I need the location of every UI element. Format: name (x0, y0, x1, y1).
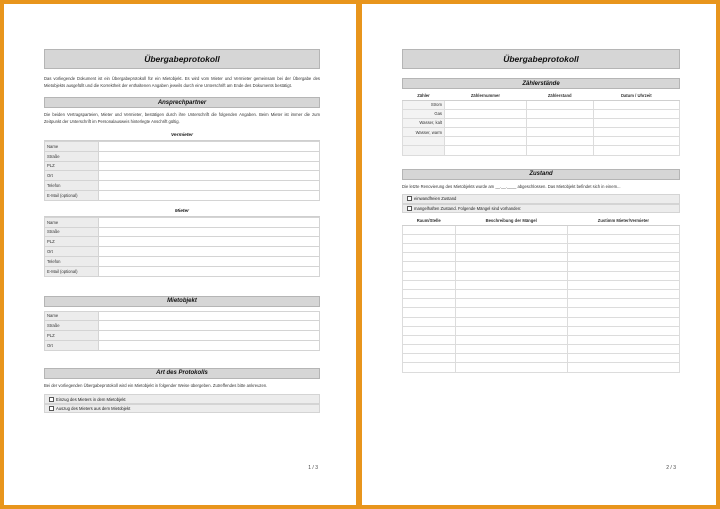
table-cell[interactable] (567, 308, 679, 317)
form-row (45, 171, 320, 181)
table-cell[interactable] (593, 137, 679, 146)
table-cell[interactable] (455, 308, 567, 317)
table-cell[interactable] (567, 244, 679, 253)
form-input-field[interactable] (99, 237, 320, 247)
table-row (403, 100, 680, 109)
table-cell[interactable] (455, 345, 567, 354)
form-label: Telefon (45, 256, 99, 266)
column-header: Zählerstand (526, 92, 593, 100)
table-row (403, 262, 680, 271)
table-cell[interactable] (445, 146, 527, 155)
table-cell[interactable] (445, 109, 527, 118)
table-row (403, 289, 680, 298)
property-form (44, 311, 320, 351)
table-cell[interactable] (455, 299, 567, 308)
form-input-field[interactable] (99, 266, 320, 276)
condition-options (402, 194, 680, 213)
table-cell[interactable] (526, 109, 593, 118)
table-cell[interactable] (403, 354, 456, 363)
table-cell[interactable] (445, 118, 527, 127)
watermark (24, 486, 25, 491)
form-input-field[interactable] (99, 340, 320, 350)
form-label: Ort (45, 247, 99, 257)
form-input-field[interactable] (99, 142, 320, 152)
checkbox-option[interactable] (402, 194, 680, 204)
table-cell[interactable] (567, 262, 679, 271)
meters-heading: Zählerstände (402, 78, 680, 89)
form-label: PLZ (45, 237, 99, 247)
page-number: 2 / 3 (666, 465, 676, 471)
table-cell[interactable] (445, 128, 527, 137)
table-row (403, 345, 680, 354)
form-input-field[interactable] (99, 227, 320, 237)
table-cell[interactable] (526, 146, 593, 155)
property-heading: Mietobjekt (44, 296, 320, 307)
form-label: Name (45, 217, 99, 227)
table-cell[interactable] (455, 234, 567, 243)
meter-label: Gas (403, 109, 445, 118)
form-label: Straße (45, 227, 99, 237)
table-row (403, 280, 680, 289)
landlord-heading: Vermieter (44, 131, 320, 141)
tenant-heading: Mieter (44, 207, 320, 217)
table-cell[interactable] (567, 354, 679, 363)
table-cell[interactable] (403, 262, 456, 271)
meter-label: Wasser, warm (403, 128, 445, 137)
table-cell[interactable] (403, 280, 456, 289)
form-label: PLZ (45, 331, 99, 341)
table-cell[interactable] (455, 280, 567, 289)
checkbox[interactable] (407, 196, 412, 201)
table-row (403, 118, 680, 127)
table-cell[interactable] (455, 289, 567, 298)
table-cell[interactable] (593, 146, 679, 155)
table-cell[interactable] (403, 363, 456, 372)
table-cell[interactable] (403, 335, 456, 344)
form-row (45, 266, 320, 276)
table-cell[interactable] (403, 308, 456, 317)
column-header: Zustimm Mieter/Vermieter (567, 217, 679, 225)
form-label: Ort (45, 171, 99, 181)
table-cell[interactable] (403, 299, 456, 308)
form-input-field[interactable] (99, 190, 320, 200)
table-cell[interactable] (455, 225, 567, 234)
checkbox-label: mangelhaften Zustand. Folgende Mängel sind vorhanden: (414, 205, 522, 211)
table-row (403, 317, 680, 326)
defects-table (402, 217, 680, 373)
table-cell[interactable] (455, 262, 567, 271)
table-cell[interactable] (403, 225, 456, 234)
table-row (403, 234, 680, 243)
table-cell[interactable] (567, 271, 679, 280)
condition-heading: Zustand (402, 169, 680, 180)
table-cell[interactable] (567, 363, 679, 372)
table-cell[interactable] (455, 244, 567, 253)
table-cell[interactable] (526, 137, 593, 146)
table-cell[interactable] (567, 317, 679, 326)
table-cell[interactable] (455, 317, 567, 326)
form-input-field[interactable] (99, 321, 320, 331)
table-row (403, 225, 680, 234)
table-cell[interactable] (403, 345, 456, 354)
form-row (45, 190, 320, 200)
form-row (45, 340, 320, 350)
form-label: Telefon (45, 181, 99, 191)
condition-text: Die letzte Renovierung des Mietobjekts wurde am __.__.____ abgeschlossen. Das Mietobjekt befindet sich in einem... (402, 183, 621, 189)
form-input-field[interactable] (99, 247, 320, 257)
page-2-title: Übergabeprotokoll (402, 49, 680, 69)
table-cell[interactable] (455, 326, 567, 335)
column-header: Beschreibung der Mängel (455, 217, 567, 225)
table-row (403, 244, 680, 253)
table-cell[interactable] (567, 299, 679, 308)
form-input-field[interactable] (99, 171, 320, 181)
form-label: Straße (45, 151, 99, 161)
meters-table (402, 92, 680, 156)
checkbox[interactable] (49, 406, 54, 411)
table-cell[interactable] (567, 280, 679, 289)
table-cell[interactable] (455, 271, 567, 280)
intro-text: Das vorliegende Dokument ist ein Übergabeprotokoll für ein Mietobjekt. Es wird vom Mieter und Vermieter gemeinsam bei der Übergabe des Mietobjekts ausgefüllt und die Korrektheit der enthaltenen Angaben jeweils durch eine Unterschrift am Ende des Dokuments bestätigt. (44, 76, 320, 88)
table-cell[interactable] (455, 253, 567, 262)
form-label: E-Mail (optional) (45, 266, 99, 276)
table-cell[interactable] (403, 234, 456, 243)
checkbox[interactable] (49, 397, 54, 402)
table-row (403, 308, 680, 317)
form-row (45, 321, 320, 331)
form-input-field[interactable] (99, 256, 320, 266)
form-label: Straße (45, 321, 99, 331)
table-cell[interactable] (593, 128, 679, 137)
table-cell[interactable] (445, 100, 527, 109)
checkbox[interactable] (407, 206, 412, 211)
form-label: E-Mail (optional) (45, 190, 99, 200)
column-header: Zählernummer (445, 92, 527, 100)
table-cell[interactable] (455, 354, 567, 363)
meter-label: Strom (403, 100, 445, 109)
table-row (403, 128, 680, 137)
table-cell[interactable] (403, 271, 456, 280)
table-row (403, 253, 680, 262)
table-cell[interactable] (455, 363, 567, 372)
table-cell[interactable] (445, 137, 527, 146)
checkbox-label: einwandfreien Zustand (414, 196, 457, 202)
form-input-field[interactable] (99, 161, 320, 171)
form-row (45, 256, 320, 266)
form-row (45, 227, 320, 237)
table-cell[interactable] (567, 234, 679, 243)
table-cell[interactable] (403, 253, 456, 262)
form-row (45, 311, 320, 321)
table-row (403, 137, 680, 146)
form-label: PLZ (45, 161, 99, 171)
form-row (45, 142, 320, 152)
table-cell[interactable] (403, 244, 456, 253)
table-cell[interactable] (593, 100, 679, 109)
tenant-form (44, 217, 320, 277)
checkbox-label: Einzug des Mieters in dem Mietobjekt (56, 396, 126, 402)
table-cell[interactable] (593, 118, 679, 127)
column-header: Raum/Stelle (403, 217, 456, 225)
checkbox-option[interactable] (44, 394, 320, 404)
table-row (403, 335, 680, 344)
protocol-type-heading: Art des Protokolls (44, 368, 320, 379)
table-cell[interactable] (526, 128, 593, 137)
checkbox-option[interactable] (402, 204, 680, 214)
table-cell[interactable] (403, 289, 456, 298)
table-cell[interactable] (403, 326, 456, 335)
table-cell[interactable] (567, 289, 679, 298)
checkbox-label: Auszug des Mieters aus dem Mietobjekt (56, 406, 131, 411)
table-cell[interactable] (567, 326, 679, 335)
checkbox-option[interactable] (44, 404, 320, 414)
form-row (45, 151, 320, 161)
form-row (45, 181, 320, 191)
protocol-type-text: Bei der vorliegenden Übergabeprotokoll wird ein Mietobjekt in folgender Weise übergeben. Zutreffendes bitte ankreuzen. (44, 382, 268, 388)
meter-label (403, 137, 445, 146)
page-1 (4, 4, 356, 505)
form-label: Name (45, 142, 99, 152)
meter-label: Wasser, kalt (403, 118, 445, 127)
form-row (45, 217, 320, 227)
form-input-field[interactable] (99, 181, 320, 191)
table-row (403, 326, 680, 335)
table-cell[interactable] (455, 335, 567, 344)
contacts-heading: Ansprechpartner (44, 97, 320, 108)
form-row (45, 247, 320, 257)
form-input-field[interactable] (99, 217, 320, 227)
form-label: Ort (45, 340, 99, 350)
form-row (45, 237, 320, 247)
contacts-text: Die beiden Vertragsparteien, Mieter und Vermieter, bestätigen durch ihre Unterschrift die folgenden Angaben. Beim Mieter ist immer die zum Zeitpunkt der Unterschrift im Personalausweis hinterlegte Anschrift gültig. (44, 112, 320, 124)
page-1-title: Übergabeprotokoll (44, 49, 320, 69)
table-row (403, 146, 680, 155)
table-row (403, 299, 680, 308)
table-row (403, 271, 680, 280)
column-header: Datum / Uhrzeit (593, 92, 679, 100)
form-input-field[interactable] (99, 331, 320, 341)
table-cell[interactable] (567, 225, 679, 234)
table-cell[interactable] (567, 335, 679, 344)
table-cell[interactable] (567, 345, 679, 354)
form-row (45, 161, 320, 171)
table-cell[interactable] (403, 317, 456, 326)
table-cell[interactable] (593, 109, 679, 118)
page-2 (362, 4, 716, 505)
table-row (403, 109, 680, 118)
protocol-options (44, 394, 320, 413)
page-number: 1 / 3 (308, 465, 318, 471)
form-input-field[interactable] (99, 311, 320, 321)
table-cell[interactable] (567, 253, 679, 262)
meter-label (403, 146, 445, 155)
form-input-field[interactable] (99, 151, 320, 161)
table-row (403, 354, 680, 363)
column-header: Zähler (403, 92, 445, 100)
table-row (403, 363, 680, 372)
table-cell[interactable] (526, 100, 593, 109)
form-label: Name (45, 311, 99, 321)
landlord-form (44, 141, 320, 201)
form-row (45, 331, 320, 341)
table-cell[interactable] (526, 118, 593, 127)
